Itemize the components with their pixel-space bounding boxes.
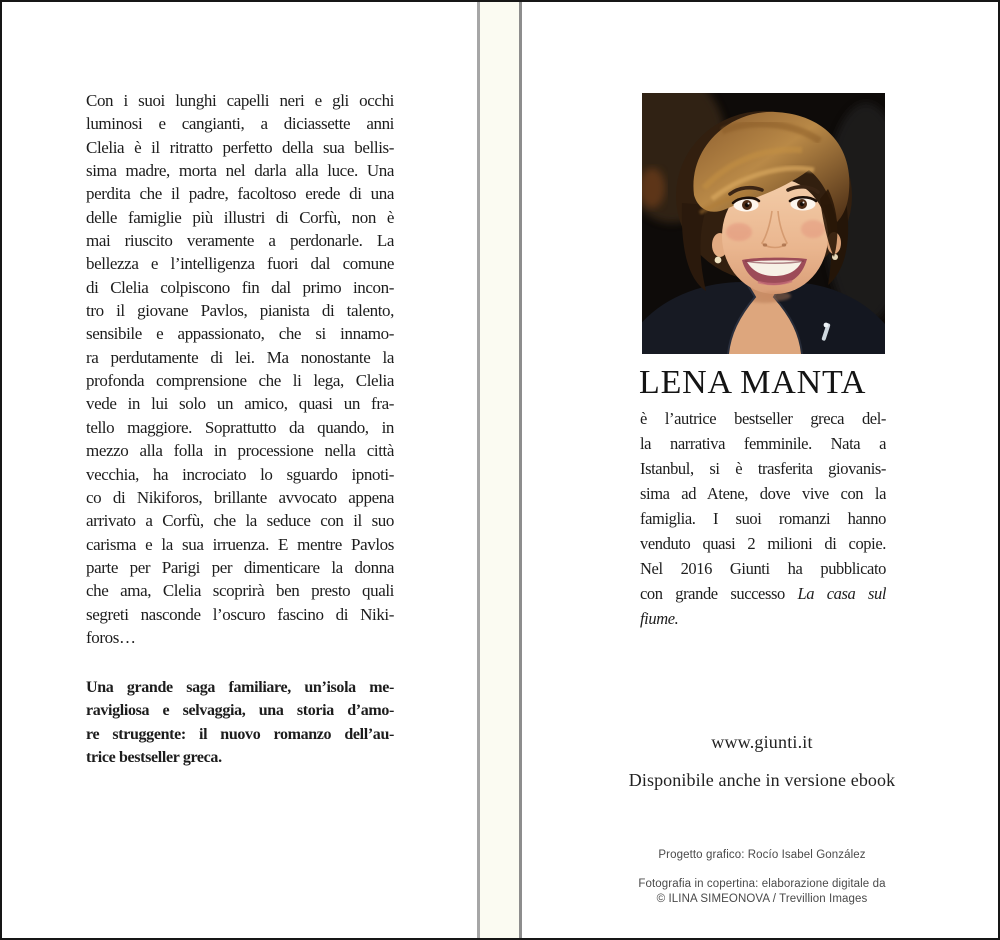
tagline-text: [86, 676, 394, 769]
design-credit: Progetto grafico: Rocío Isabel González: [658, 849, 866, 861]
author-name: LENA MANTA: [639, 364, 867, 401]
text-line: fiume.: [640, 609, 679, 628]
text-line: bellezza e l’intelligenza fuori dal comune: [86, 254, 394, 274]
text-line: co di Nikiforos, brillante avvocato appena: [86, 487, 394, 507]
text-line: profonda comprensione che li lega, Clelia: [86, 371, 394, 391]
credits-block: [570, 848, 954, 907]
author-portrait-illustration: [642, 93, 885, 354]
text-line: luminosi e cangianti, a diciassette anni: [86, 114, 394, 134]
photo-credit: [570, 877, 954, 907]
text-line: che ama, Clelia scoprirà ben presto quali: [86, 581, 394, 601]
book-spine: [477, 2, 522, 938]
text-line: re struggente: il nuovo romanzo dell’au-: [86, 725, 394, 743]
photo-credit-line2: © ILINA SIMEONOVA / Trevillion Images: [656, 893, 868, 905]
text-line: con grande successo La casa sul: [640, 584, 886, 603]
text-line: famiglia. I suoi romanzi hanno: [640, 509, 886, 528]
text-line: carisma e la sua irruenza. E mentre Pavlos: [86, 534, 394, 554]
text-line: mezzo alla folla in processione nella città: [86, 441, 394, 461]
text-line: segreti nasconde l’oscuro fascino di Niki-: [86, 604, 394, 624]
text-line: foros…: [86, 627, 136, 647]
text-line: trice bestseller greca.: [86, 749, 222, 767]
text-line: venduto quasi 2 milioni di copie.: [640, 534, 886, 553]
text-line: ravigliosa e selvaggia, una storia d’amo-: [86, 702, 394, 720]
text-line: Istanbul, si è trasferita giovanis-: [640, 459, 886, 478]
text-line: di Clelia colpiscono fin dal primo incon-: [86, 277, 394, 297]
text-line: parte per Parigi per dimenticare la donna: [86, 557, 394, 577]
text-line: sima ad Atene, dove vive con la: [640, 484, 886, 503]
ebook-availability-note: Disponibile anche in versione ebook: [628, 770, 896, 790]
text-line: vede in lui solo un amico, quasi un fra-: [86, 394, 394, 414]
text-line: tro il giovane Pavlos, pianista di talento,: [86, 301, 394, 321]
text-line: sima madre, morta nel darla alla luce. Una: [86, 161, 394, 181]
author-bio: [640, 406, 886, 631]
synopsis-text: [86, 89, 394, 649]
author-photo: [642, 93, 885, 354]
text-line: vecchia, ha incrociato lo sguardo ipnoti-: [86, 464, 394, 484]
text-line: arrivato a Corfù, che la seduce con il suo: [86, 511, 394, 531]
text-line: ra perdutamente di lei. Ma nonostante la: [86, 347, 394, 367]
publisher-website: www.giunti.it: [711, 732, 813, 752]
text-line: Clelia è il ritratto perfetto della sua bellis-: [86, 137, 394, 157]
text-line: è l’autrice bestseller greca del-: [640, 409, 886, 428]
text-line: mai riuscito veramente a perdonarle. La: [86, 231, 394, 251]
text-line: perdita che il padre, facoltoso erede di una: [86, 184, 394, 204]
text-line: delle famiglie più illustri di Corfù, non è: [86, 207, 394, 227]
photo-credit-line1: Fotografia in copertina: elaborazione digitale da: [638, 878, 886, 890]
text-line: la narrativa femminile. Nata a: [640, 434, 886, 453]
text-line: Una grande saga familiare, un’isola me-: [86, 679, 394, 696]
text-line: Con i suoi lunghi capelli neri e gli occhi: [86, 91, 394, 110]
text-line: sensibile e appassionato, che si innamo-: [86, 324, 394, 344]
text-line: tello maggiore. Soprattutto da quando, in: [86, 417, 394, 437]
text-line: Nel 2016 Giunti ha pubblicato: [640, 559, 886, 578]
